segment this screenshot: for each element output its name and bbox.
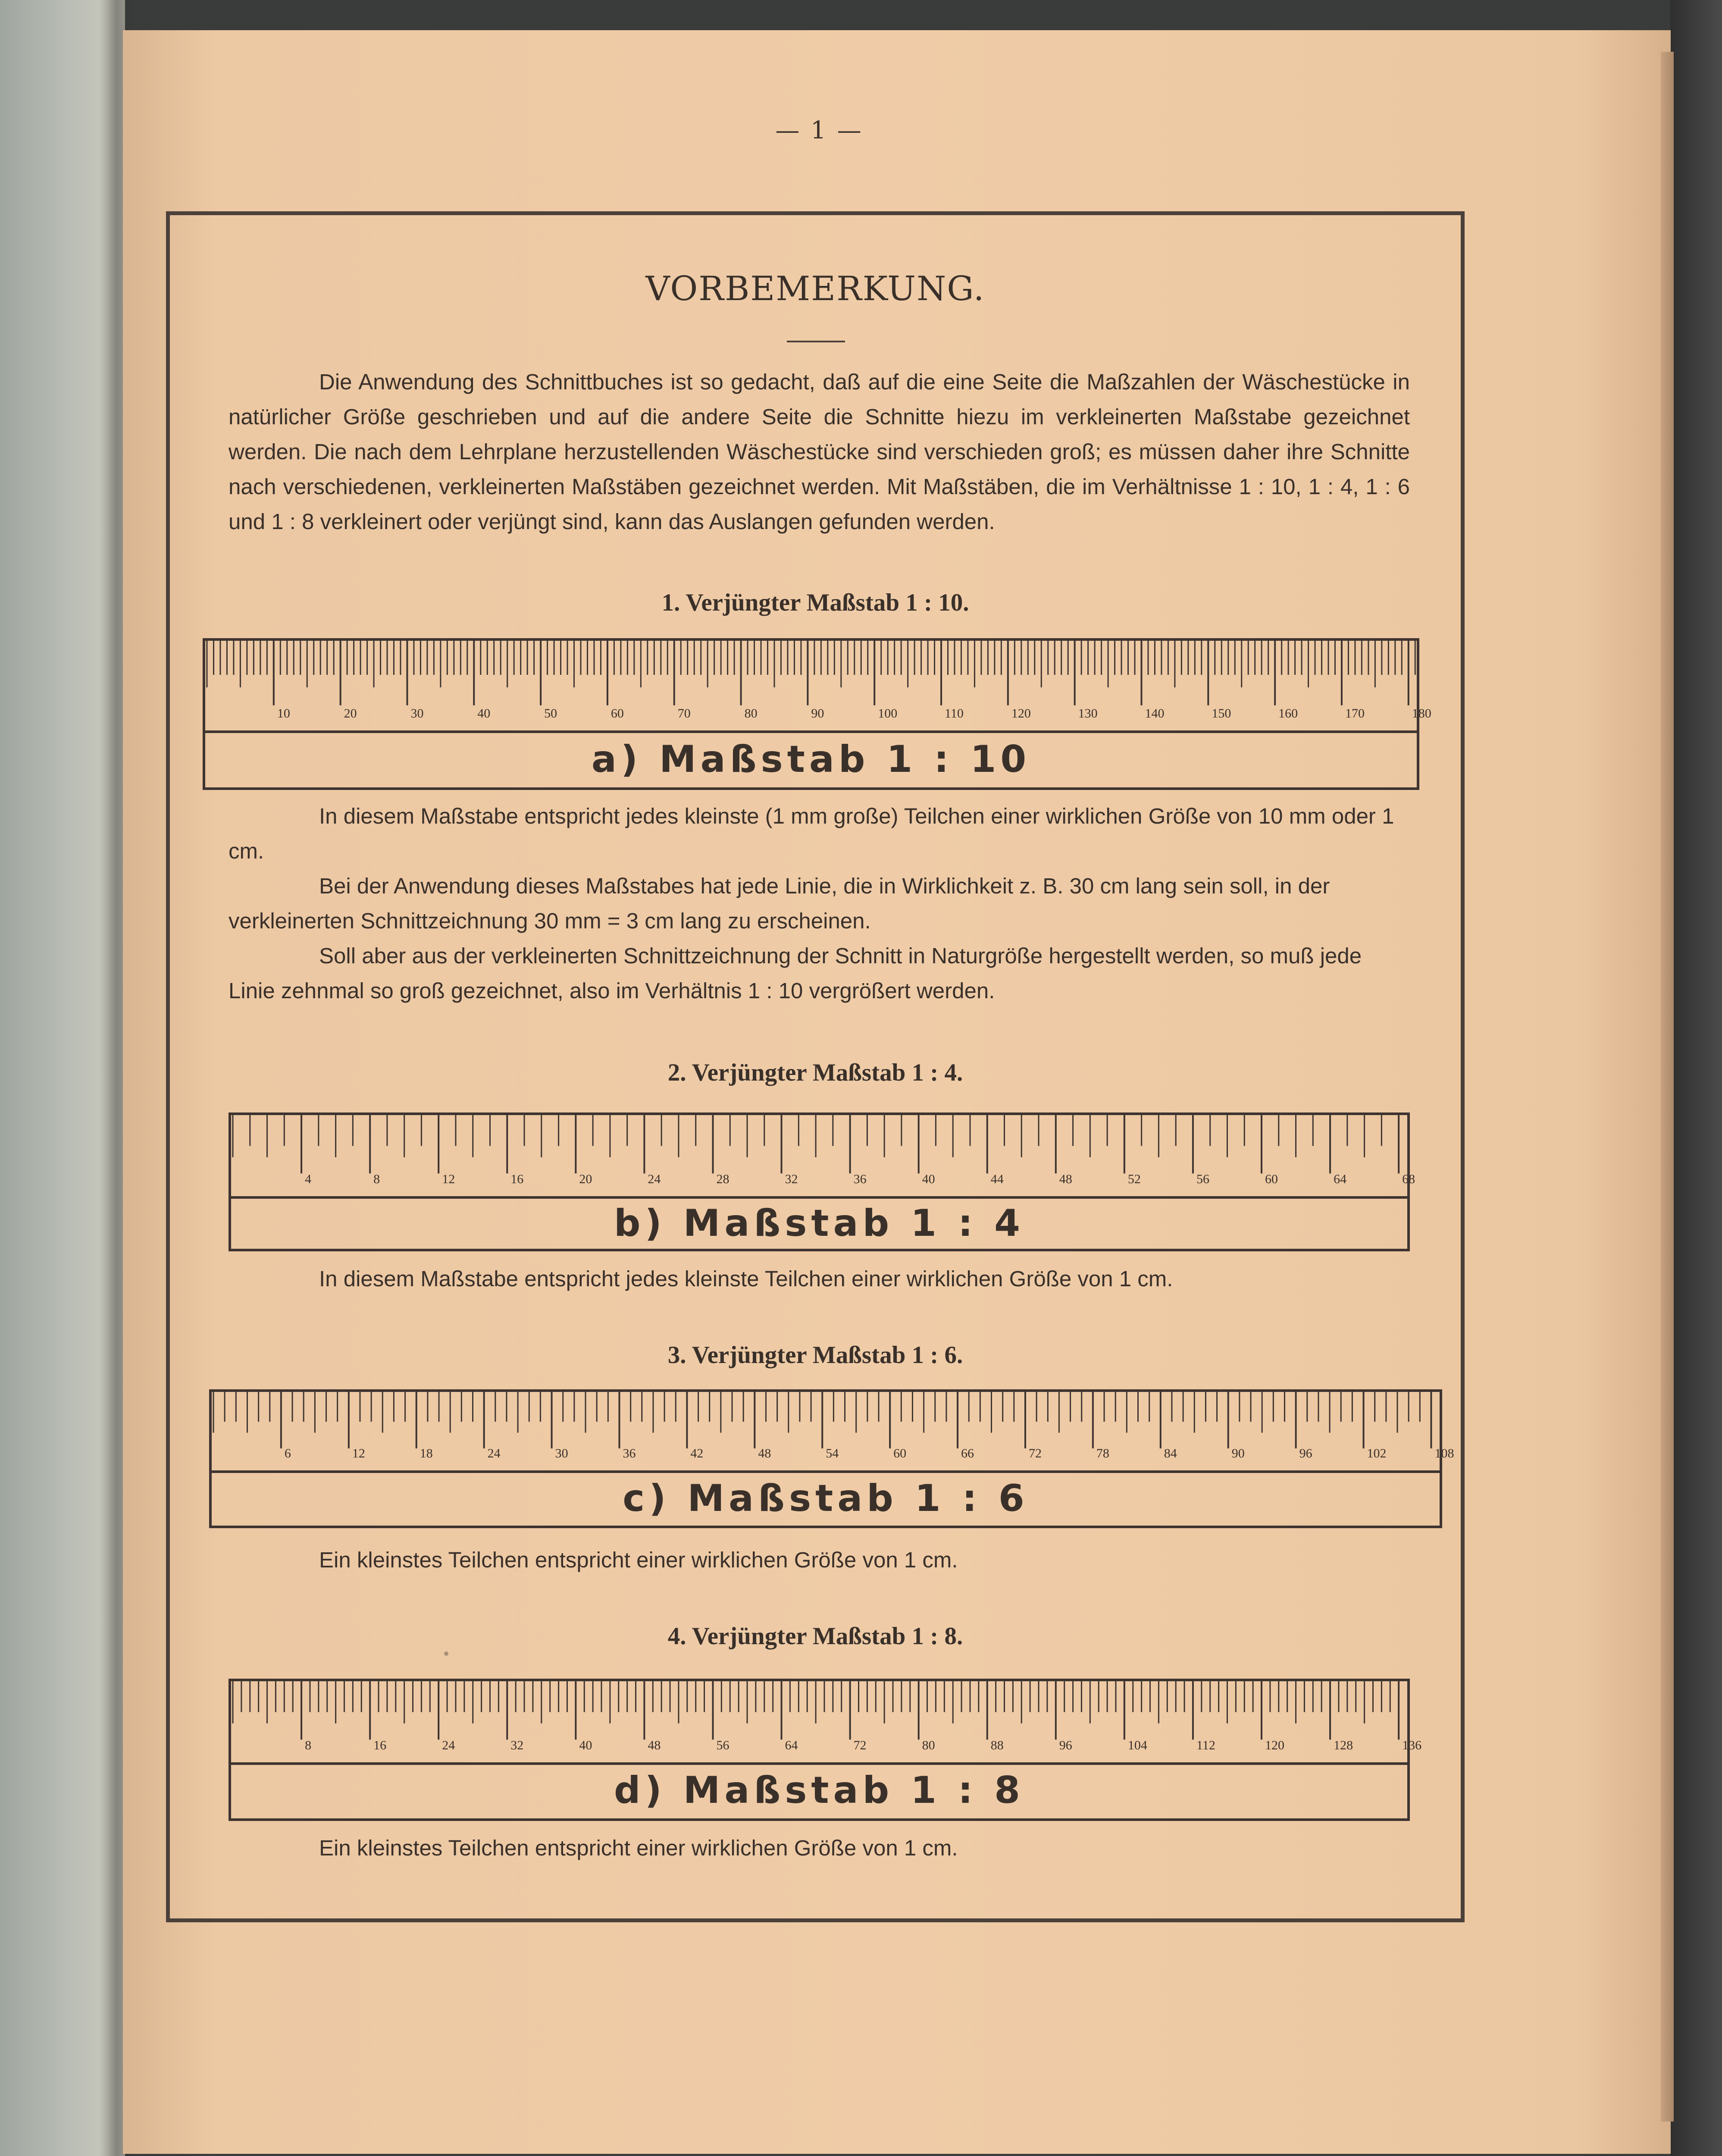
ruler-tick-label: 170: [1345, 706, 1365, 721]
ruler-tick-label: 16: [510, 1172, 524, 1186]
ruler-tick-label: 24: [648, 1172, 661, 1186]
page-number: — 1 —: [775, 116, 863, 144]
ruler-tick-label: 70: [677, 706, 691, 721]
ruler-tick-label: 10: [277, 706, 290, 721]
section-title-scale-1-8: 4. Verjüngter Maßstab 1 : 8.: [667, 1623, 963, 1650]
note-scale-1-6: Ein kleinstes Teilchen entspricht einer wirklichen Größe von 1 cm.: [319, 1548, 958, 1572]
ruler-tick-label: 150: [1212, 706, 1231, 721]
ruler-tick-label: 160: [1278, 706, 1298, 721]
ruler-tick-label: 110: [945, 706, 964, 721]
ruler-tick-label: 60: [893, 1446, 907, 1460]
section-title-scale-1-10: 1. Verjüngter Maßstab 1 : 10.: [661, 589, 969, 616]
ruler-tick-label: 36: [623, 1446, 636, 1460]
ruler-tick-label: 60: [1265, 1172, 1278, 1186]
intro-paragraph: Die Anwendung des Schnittbuches ist so gedacht, daß auf die eine Seite die Maßzahlen der Wäschestücke in natürlicher Größe geschrieben und auf die andere Seite die Schnitte hiezu im verkleinerten Maßstabe gezeichnet werden. Die nach dem Lehrplane herzustellenden Wäschestücke sind verschieden groß; es müssen daher ihre Schnitte nach verschiedenen, verkleinerten Maßstäben gezeichnet werden. Mit Maßstäben, die im Verhältnisse 1 : 10, 1 : 4, 1 : 6 und 1 : 8 verkleinert oder verjüngt sind, kann das Auslangen gefunden werden.: [229, 370, 1410, 534]
ruler-tick-label: 136: [1402, 1738, 1422, 1752]
ruler-tick-label: 40: [922, 1172, 935, 1186]
ruler-tick-label: 44: [990, 1172, 1004, 1186]
ruler-tick-label: 40: [477, 706, 491, 721]
ruler-tick-label: 96: [1299, 1446, 1312, 1460]
ruler-tick-label: 104: [1127, 1738, 1147, 1752]
ruler-divider: [212, 1470, 1440, 1473]
note-scale-1-4: In diesem Maßstabe entspricht jedes kleinste Teilchen einer wirklichen Größe von 1 cm.: [319, 1266, 1173, 1291]
background-right: [1670, 0, 1722, 2156]
ruler-divider: [231, 1762, 1407, 1765]
ruler-tick-label: 30: [410, 706, 424, 721]
ruler-tick-label: 48: [648, 1738, 661, 1752]
ruler-tick-label: 8: [373, 1172, 380, 1186]
ruler-tick-label: 30: [555, 1446, 568, 1460]
note-scale-1-8: Ein kleinstes Teilchen entspricht einer wirklichen Größe von 1 cm.: [319, 1836, 958, 1860]
ruler-tick-label: 72: [1028, 1446, 1042, 1460]
ruler-tick-label: 78: [1096, 1446, 1109, 1460]
heading-rule: [787, 341, 845, 342]
ruler-tick-label: 12: [352, 1446, 365, 1460]
ruler-label: d) Maßstab 1 : 8: [614, 1769, 1025, 1812]
ruler-tick-label: 120: [1265, 1738, 1285, 1752]
ruler-ticks: [212, 1392, 1454, 1470]
page-edge-layers: [1661, 52, 1674, 2122]
ruler-ticks: [205, 641, 1431, 730]
ruler-scale-1-4: [229, 1112, 1415, 1251]
ruler-scale-1-8: [229, 1679, 1422, 1821]
ruler-tick-label: 54: [826, 1446, 839, 1460]
ruler-tick-label: 108: [1434, 1446, 1454, 1460]
ruler-tick-label: 24: [487, 1446, 501, 1460]
ruler-tick-label: 140: [1145, 706, 1165, 721]
ruler-tick-label: 24: [442, 1738, 455, 1752]
ruler-tick-label: 50: [544, 706, 557, 721]
ruler-tick-label: 52: [1127, 1172, 1141, 1186]
section-title-scale-1-6: 3. Verjüngter Maßstab 1 : 6.: [667, 1341, 963, 1369]
ruler-label: a) Maßstab 1 : 10: [591, 738, 1031, 781]
ruler-divider: [205, 730, 1417, 733]
ruler-tick-label: 112: [1196, 1738, 1215, 1752]
ruler-tick-label: 16: [373, 1738, 387, 1752]
ruler-label: b) Maßstab 1 : 4: [614, 1202, 1025, 1245]
ruler-tick-label: 100: [878, 706, 898, 721]
ruler-tick-label: 20: [579, 1172, 592, 1186]
ruler-tick-label: 80: [922, 1738, 935, 1752]
ruler-tick-label: 66: [961, 1446, 974, 1460]
ruler-tick-label: 128: [1334, 1738, 1353, 1752]
ruler-tick-label: 48: [758, 1446, 771, 1460]
paper-spot: [444, 1651, 448, 1656]
ruler-tick-label: 36: [853, 1172, 867, 1186]
ruler-tick-label: 88: [990, 1738, 1004, 1752]
ruler-tick-label: 6: [284, 1446, 291, 1460]
ruler-label: c) Maßstab 1 : 6: [623, 1477, 1029, 1520]
ruler-tick-label: 18: [420, 1446, 433, 1460]
ruler-divider: [231, 1196, 1407, 1199]
ruler-tick-label: 8: [305, 1738, 312, 1752]
ruler-tick-label: 32: [785, 1172, 798, 1186]
ruler-tick-label: 56: [716, 1738, 730, 1752]
ruler-tick-label: 180: [1412, 706, 1431, 721]
ruler-tick-label: 12: [442, 1172, 455, 1186]
ruler-tick-label: 96: [1059, 1738, 1072, 1752]
ruler-tick-label: 28: [716, 1172, 730, 1186]
ruler-scale-1-6: [209, 1389, 1454, 1528]
ruler-tick-label: 68: [1402, 1172, 1415, 1186]
ruler-tick-label: 64: [1334, 1172, 1347, 1186]
ruler-tick-label: 32: [510, 1738, 524, 1752]
ruler-tick-label: 60: [611, 706, 624, 721]
ruler-tick-label: 84: [1164, 1446, 1177, 1460]
page-title: VORBEMERKUNG.: [645, 270, 985, 308]
ruler-tick-label: 56: [1196, 1172, 1209, 1186]
ruler-tick-label: 48: [1059, 1172, 1072, 1186]
ruler-scale-1-10: [203, 638, 1431, 790]
ruler-tick-label: 80: [744, 706, 758, 721]
note-scale-1-10-b: Bei der Anwendung dieses Maßstabes hat jede Linie, die in Wirklichkeit z. B. 30 cm lang sein soll, in der verkleinerten Schnittzeichnung 30 mm = 3 cm lang zu erscheinen.: [229, 874, 1330, 933]
ruler-tick-label: 102: [1367, 1446, 1387, 1460]
ruler-tick-label: 40: [579, 1738, 592, 1752]
ruler-tick-label: 42: [690, 1446, 704, 1460]
ruler-tick-label: 20: [344, 706, 357, 721]
ruler-tick-label: 90: [811, 706, 824, 721]
ruler-tick-label: 64: [785, 1738, 798, 1752]
note-scale-1-10-c: Soll aber aus der verkleinerten Schnittzeichnung der Schnitt in Naturgröße hergestellt werden, so muß jede Linie zehnmal so groß gezeichnet, also im Verhältnis 1 : 10 vergrößert werden.: [229, 943, 1362, 1003]
ruler-tick-label: 72: [853, 1738, 867, 1752]
ruler-tick-label: 4: [305, 1172, 312, 1186]
note-scale-1-10-a: In diesem Maßstabe entspricht jedes kleinste (1 mm große) Teilchen einer wirklichen Größe von 10 mm oder 1 cm.: [229, 804, 1394, 863]
ruler-ticks: [231, 1681, 1422, 1762]
ruler-tick-label: 120: [1011, 706, 1031, 721]
section-title-scale-1-4: 2. Verjüngter Maßstab 1 : 4.: [667, 1059, 963, 1086]
ruler-tick-label: 90: [1231, 1446, 1245, 1460]
ruler-tick-label: 130: [1078, 706, 1098, 721]
ruler-ticks: [231, 1115, 1415, 1196]
